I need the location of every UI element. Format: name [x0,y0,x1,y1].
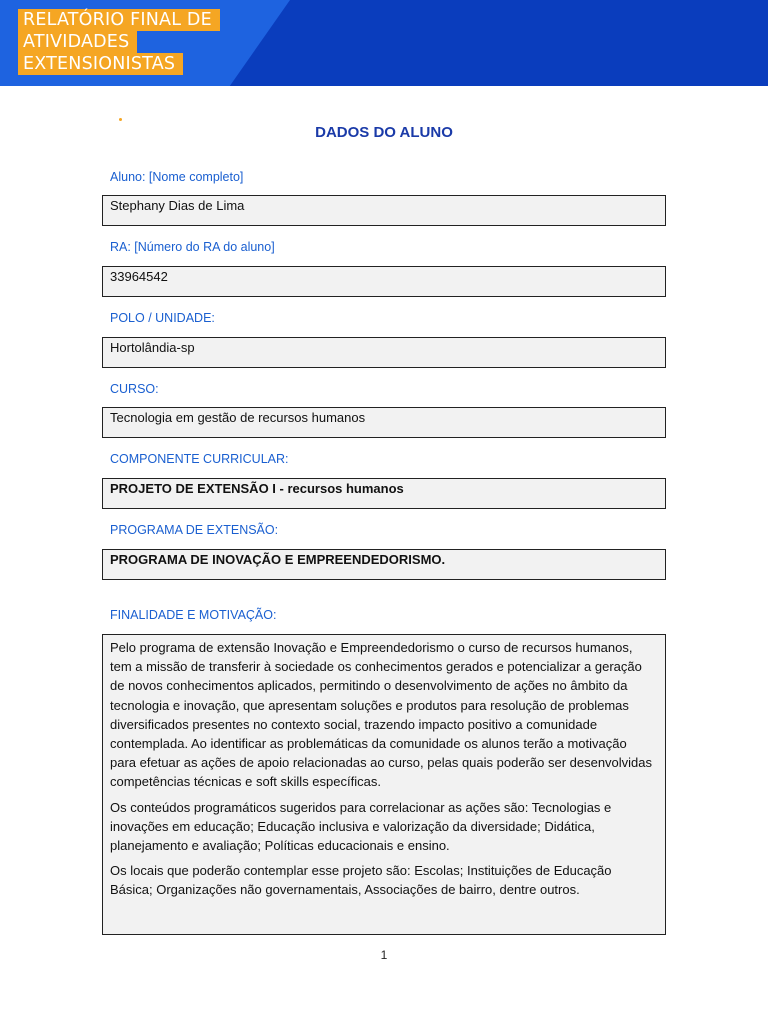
field-value-aluno: Stephany Dias de Lima [102,195,666,226]
field-value-finalidade [102,634,666,935]
field-value-curso: Tecnologia em gestão de recursos humanos [102,407,666,438]
field-label-polo: POLO / UNIDADE: [110,311,215,325]
field-value-polo: Hortolândia-sp [102,337,666,368]
field-value-ra: 33964542 [102,266,666,297]
page-number: 1 [380,948,388,962]
report-title-line: RELATÓRIO FINAL DE [18,9,220,31]
decorative-dot [119,118,122,121]
field-label-ra: RA: [Número do RA do aluno] [110,240,275,254]
field-value-programa: PROGRAMA DE INOVAÇÃO E EMPREENDEDORISMO. [102,549,666,580]
section-title: DADOS DO ALUNO [315,124,453,141]
report-title-line: EXTENSIONISTAS [18,53,183,75]
report-title [18,9,220,75]
motivation-paragraph: Pelo programa de extensão Inovação e Empreendedorismo o curso de recursos humanos, tem a missão de transferir à sociedade os conhecimentos gerados e potencializar a geração de novos conhecimentos aplicados, permitindo o desenvolvimento de ações no âmbito da tecnologia e inovação, que apresentam soluções e produtos para resolução de problemas diversificados presentes no contexto social, trazendo impacto positivo a comunidade contemplada. Ao identificar as problemáticas da comunidade os alunos terão a motivação para efetuar as ações de apoio relacionadas ao curso, pelas quais poderão ser desenvolvidas competências técnicas e soft skills específicas. [110,640,653,790]
field-label-finalidade: FINALIDADE E MOTIVAÇÃO: [110,608,277,622]
field-label-aluno: Aluno: [Nome completo] [110,170,244,184]
header-banner [0,0,768,86]
field-label-curso: CURSO: [110,382,159,396]
field-label-componente: COMPONENTE CURRICULAR: [110,452,289,466]
motivation-paragraph: Os locais que poderão contemplar esse projeto são: Escolas; Instituições de Educação Básica; Organizações não governamentais, Associações de bairro, dentre outros. [110,863,612,898]
field-label-programa: PROGRAMA DE EXTENSÃO: [110,523,279,537]
field-value-componente: PROJETO DE EXTENSÃO I - recursos humanos [102,478,666,509]
motivation-paragraph: Os conteúdos programáticos sugeridos para correlacionar as ações são: Tecnologias e inovações em educação; Educação inclusiva e valorização da diversidade; Didática, planejamento e avaliação; Políticas educacionais e ensino. [110,799,612,854]
report-title-line: ATIVIDADES [18,31,137,53]
